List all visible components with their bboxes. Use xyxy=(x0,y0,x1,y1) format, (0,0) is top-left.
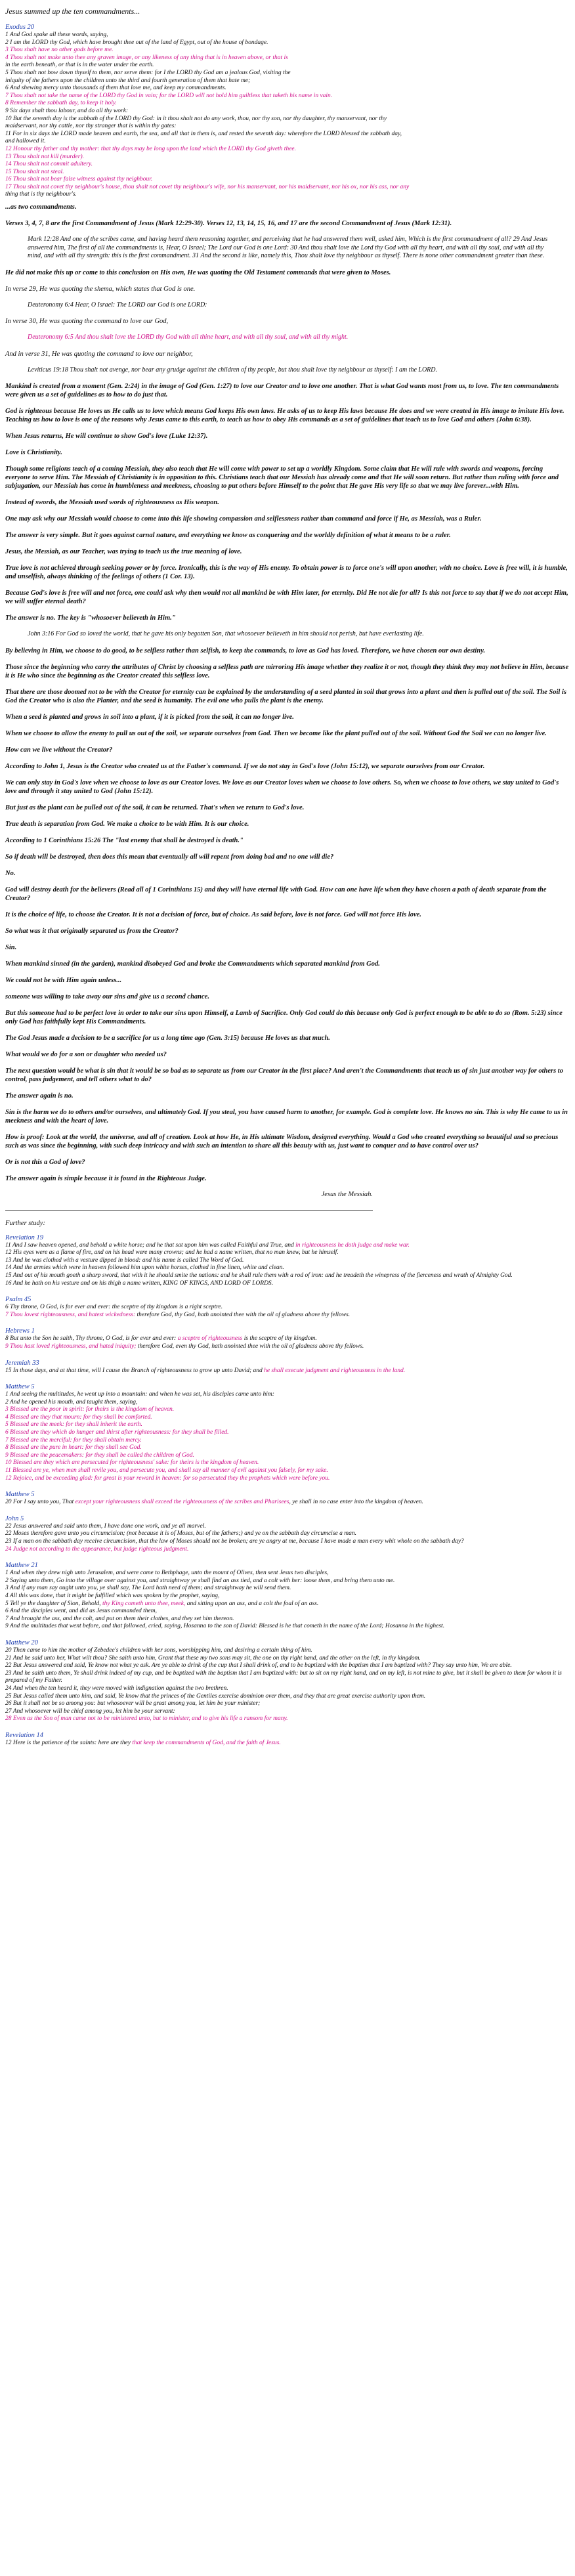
study-heading[interactable]: Hebrews 1 xyxy=(5,1327,35,1335)
verse-segment: 24 And when the ten heard it, they were moved with indignation against the two brethren. xyxy=(5,1685,228,1692)
paragraph: Love is Christianity. xyxy=(5,449,62,457)
exodus-verse: iniquity of the fathers upon the children unto the third and fourth generation of them that hate me; xyxy=(5,77,251,84)
verse-segment: 15 In those days, and at that time, will I cause the Branch of righteousness to grow up unto David; and xyxy=(5,1367,265,1374)
exodus-verse: 10 But the seventh day is the sabbath of the LORD thy God: in it thou shalt not do any work, thou, nor thy son, nor thy daughter, thy manservant, nor thy xyxy=(5,115,387,122)
study-verse xyxy=(5,1616,570,1623)
paragraph: The answer is very simple. But it goes against carnal nature, and everything we know as conquering and the worldly definition of what it means to be a ruler. xyxy=(5,532,451,540)
paragraph: God will destroy death for the believers (Read all of 1 Corinthians 15) and they will have eternal life with God. How can one have life when they have chosen a path of death separate from the Creator? xyxy=(5,886,547,902)
paragraph: We can only stay in God's love when we choose to love as our Creator loves. We love as our Creator loves when we choose to love others. So, when we choose to love others, we stay united to God's love and through it stay united to God (John 15:12). xyxy=(5,779,559,795)
verse-segment: 6 And the disciples went, and did as Jesus commanded them, xyxy=(5,1608,157,1615)
study-verse xyxy=(5,1406,570,1414)
study-verses xyxy=(5,1499,570,1507)
paragraph: When a seed is planted and grows in soil into a plant, if it is picked from the soil, it can no longer live. xyxy=(5,713,294,721)
paragraph: Sin is the harm we do to others and/or ourselves, and ultimately God. If you steal, you have caused harm to another, for example. God is complete love. He knows no sin. This is why He came to us in meekness and with the heart of love. xyxy=(5,1108,568,1125)
paragraph: No. xyxy=(5,869,16,877)
paragraph: God is righteous because He loves us He calls us to love which means God keeps His own laws. He asks of us to keep His laws because He does and we were created in His image to imitate His love. Teaching us how to love is one of the reasons why Jesus came to this earth, to teach us how to obey His commands as a set of guidelines that teach us to love God and others (John 6:38). xyxy=(5,408,564,424)
paragraph: How can we live without the Creator? xyxy=(5,746,113,754)
study-heading[interactable]: John 5 xyxy=(5,1514,24,1522)
verse-segment: 7 Blessed are the merciful: for they shall obtain mercy. xyxy=(5,1436,142,1444)
study-heading[interactable]: Jeremiah 33 xyxy=(5,1359,39,1367)
verse-segment: 8 Blessed are the pure in heart: for they shall see God. xyxy=(5,1444,142,1451)
mark-quote: Mark 12:28 And one of the scribes came, and having heard them reasoning together, and perceiving that he had answered them well, asked him, Which is the first commandment of all? 29 And Jesus answered him, The first of all the commandments is, Hear, O Israel; The Lord our God is one Lord: 30 And thou shalt love the Lord thy God with all thy heart, and with all thy soul, and with all thy mind, and with all thy strength: this is the first commandment. 31 And the second is like, namely this, Thou shalt love thy neighbour as thyself. There is none other commandment greater than these. xyxy=(28,236,548,260)
verse-segment: thy King cometh unto thee, meek, xyxy=(102,1600,186,1607)
two-commandments-line: ...as two commandments. xyxy=(5,204,77,211)
study-verses xyxy=(5,1391,570,1482)
exodus-verse: thing that is thy neighbour's. xyxy=(5,191,77,198)
study-heading[interactable]: Revelation 14 xyxy=(5,1731,44,1739)
study-verse xyxy=(5,1343,570,1351)
exodus-verse: 9 Six days shalt thou labour, and do all thy work: xyxy=(5,107,129,114)
study-verses xyxy=(5,1523,570,1553)
study-verse xyxy=(5,1264,570,1272)
verse-segment: he shall execute judgment and righteousness in the land. xyxy=(264,1367,406,1374)
study-verse xyxy=(5,1272,570,1280)
exodus-verse: 11 For in six days the LORD made heaven and earth, the sea, and all that in them is, and rested the seventh day: wherefore the LORD blessed the sabbath day, xyxy=(5,130,402,137)
intro-line: Jesus summed up the ten commandments... xyxy=(5,7,140,16)
verse-segment: 3 Blessed are the poor in spirit: for theirs is the kingdom of heaven. xyxy=(5,1406,175,1413)
further-study-label: Further study: xyxy=(5,1219,45,1227)
exodus-verse: 13 Thou shalt not kill (murder). xyxy=(5,153,84,160)
verse-segment: 15 And out of his mouth goeth a sharp sword, that with it he should smite the nations: and he shall rule them with a rod of iron: and he treadeth the winepress of the fierceness and wrath of Almighty God. xyxy=(5,1272,513,1279)
verse-segment: 11 And I saw heaven opened, and behold a white horse; and he that sat upon him was called Faithful and True, and xyxy=(5,1241,296,1249)
study-verse xyxy=(5,1647,570,1655)
paragraph: We could not be with Him again unless... xyxy=(5,976,122,984)
paragraph: But just as the plant can be pulled out of the soil, it can be returned. That's when we return to God's love. xyxy=(5,804,305,811)
verse-segment: 2 And he opened his mouth, and taught them, saying, xyxy=(5,1398,138,1406)
paragraph: One may ask why our Messiah would choose to come into this life showing compassion and selflessness rather than command and force if He, as Messiah, was a Ruler. xyxy=(5,515,482,523)
verse-segment: 16 And he hath on his vesture and on his thigh a name written, KING OF KINGS, AND LORD OF LORDS. xyxy=(5,1279,274,1287)
exodus-verse: maidservant, nor thy cattle, nor thy stranger that is within thy gates: xyxy=(5,123,177,130)
signature: Jesus the Messiah. xyxy=(321,1190,373,1198)
study-verse xyxy=(5,1414,570,1422)
paragraph: The God Jesus made a decision to be a sacrifice for us a long time ago (Gen. 3:15) because He loves us that much. xyxy=(5,1034,330,1042)
verse-segment: 1 And seeing the multitudes, he went up into a mountain: and when he was set, his disciples came unto him: xyxy=(5,1391,274,1398)
study-verses xyxy=(5,1367,570,1375)
verse-segment: a sceptre of righteousness xyxy=(177,1335,243,1342)
paragraph: According to 1 Corinthians 15:26 The "last enemy that shall be destroyed is death." xyxy=(5,836,244,844)
exodus-verse: 2 I am the LORD thy God, which have brought thee out of the land of Egypt, out of the house of bondage. xyxy=(5,39,268,46)
study-heading[interactable]: Matthew 5 xyxy=(5,1383,35,1391)
verse-segment: 21 And he said unto her, What wilt thou? She saith unto him, Grant that these my two sons may sit, the one on thy right hand, and the other on the left, in thy kingdom. xyxy=(5,1654,421,1662)
study-verse xyxy=(5,1662,570,1670)
exodus-verse: 17 Thou shalt not covet thy neighbour's house, thou shalt not covet thy neighbour's wife, nor his manservant, nor his maidservant, nor his ox, nor his ass, nor any xyxy=(5,183,410,190)
study-verse xyxy=(5,1578,570,1585)
verse-segment: 1 And when they drew nigh unto Jerusalem, and were come to Bethphage, unto the mount of Olives, then sent Jesus two disciples, xyxy=(5,1570,329,1577)
study-verse xyxy=(5,1740,570,1748)
exodus-verse: 8 Remember the sabbath day, to keep it holy. xyxy=(5,100,117,107)
verse-segment: 10 Blessed are they which are persecuted for righteousness' sake: for theirs is the kingdom of heaven. xyxy=(5,1459,259,1467)
verse-segment: 12 His eyes were as a flame of fire, and on his head were many crowns; and he had a name written, that no man knew, but he himself. xyxy=(5,1249,339,1256)
paragraph: The answer is no. The key is "whosoever believeth in Him." xyxy=(5,614,176,622)
deut1-intro: In verse 29, He was quoting the shema, which states that God is one. xyxy=(5,285,196,293)
paragraph: That there are those doomed not to be with the Creator for eternity can be explained by the understanding of a seed planted in soil that grows into a plant and then is pulled out of the soil. The Soil is God the Creator who is also the Planter, and the seed is humanity. The evil one who pulls the plant is the enemy. xyxy=(5,688,566,704)
paragraph: Because God's love is free will and not force, one could ask why then would not all mankind be with Him later, for eternity. Did He not die for all? Is this not force to say that if we do not accept Him, we will suffer eternal death? xyxy=(5,590,568,606)
study-verse xyxy=(5,1608,570,1616)
verse-segment: that keep the commandments of God, and the faith of Jesus. xyxy=(132,1739,281,1746)
verse-segment: 3 And if any man say ought unto you, ye shall say, The Lord hath need of them; and straightway he will send them. xyxy=(5,1585,291,1592)
lev-quote: Leviticus 19:18 Thou shalt not avenge, nor bear any grudge against the children of thy people, but thou shalt love thy neighbour as thyself: I am the LORD. xyxy=(28,366,437,374)
verse-segment: 20 For I say unto you, That xyxy=(5,1499,75,1506)
study-verse xyxy=(5,1538,570,1546)
study-verse xyxy=(5,1367,570,1375)
further-study-list xyxy=(5,1234,570,1751)
study-heading[interactable]: Matthew 5 xyxy=(5,1491,35,1499)
study-verse xyxy=(5,1693,570,1701)
paragraph: Sin. xyxy=(5,943,17,951)
study-verse xyxy=(5,1499,570,1507)
paragraph: Or is not this a God of love? xyxy=(5,1158,85,1166)
paragraph: When mankind sinned (in the garden), mankind disobeyed God and broke the Commandments which separated mankind from God. xyxy=(5,960,380,968)
paragraph: What would we do for a son or daughter who needed us? xyxy=(5,1050,167,1058)
study-verse xyxy=(5,1655,570,1663)
deut2-intro: In verse 30, He was quoting the command to love our God, xyxy=(5,318,169,326)
verse-segment: 4 All this was done, that it might be fulfilled which was spoken by the prophet, saying, xyxy=(5,1592,220,1599)
study-verse xyxy=(5,1421,570,1429)
verse-segment: and sitting upon an ass, and a colt the foal of an ass. xyxy=(185,1600,319,1607)
verse-segment: 6 Blessed are they which do hunger and thirst after righteousness: for they shall be filled. xyxy=(5,1429,229,1436)
study-verse xyxy=(5,1444,570,1452)
verse-segment: 20 Then came to him the mother of Zebedee's children with her sons, worshipping him, and desiring a certain thing of him. xyxy=(5,1646,312,1654)
lev-intro: And in verse 31, He was quoting the command to love our neighbor, xyxy=(5,350,193,358)
verse-segment: 5 Blessed are the meek: for they shall inherit the earth. xyxy=(5,1421,142,1428)
exodus-verse: 14 Thou shalt not commit adultery. xyxy=(5,161,93,168)
study-verse xyxy=(5,1475,570,1483)
verse-segment: 11 Blessed are ye, when men shall revile you, and persecute you, and shall say all manner of evil against you falsely, for my sake. xyxy=(5,1467,328,1474)
verse-segment: in righteousness he doth judge and make war. xyxy=(295,1241,410,1249)
paragraphs-b xyxy=(5,647,570,1183)
verse-segment: therefore God, even thy God, hath anointed thee with the oil of gladness above thy fellows. xyxy=(137,1342,364,1350)
study-verse xyxy=(5,1459,570,1467)
study-verses xyxy=(5,1304,570,1319)
study-verse xyxy=(5,1335,570,1343)
verse-segment: 26 But it shall not be so among you: but whosoever will be great among you, let him be your minister; xyxy=(5,1700,261,1707)
verse-segment: 22 But Jesus answered and said, Ye know not what ye ask. Are ye able to drink of the cup that I shall drink of, and to be baptized with the baptism that I am baptized with? They say unto him, We are able. xyxy=(5,1662,512,1669)
study-verse xyxy=(5,1312,570,1320)
study-verse xyxy=(5,1700,570,1708)
paragraph: When Jesus returns, He will continue to show God's love (Luke 12:37). xyxy=(5,433,208,440)
exodus-verse: 4 Thou shalt not make unto thee any graven image, or any likeness of any thing that is in heaven above, or that is xyxy=(5,54,288,61)
exodus-verse: 12 Honour thy father and thy mother: that thy days may be long upon the land which the LORD thy God giveth thee. xyxy=(5,145,296,152)
study-verses xyxy=(5,1242,570,1288)
verse-segment: except your righteousness shall exceed the righteousness of the scribes and Pharisees xyxy=(75,1499,289,1506)
separator xyxy=(5,1210,373,1211)
study-verse xyxy=(5,1546,570,1554)
verse-segment: 4 Blessed are they that mourn: for they shall be comforted. xyxy=(5,1413,152,1421)
paragraph: The next question would be what is sin that it would be so bad as to separate us from our Creator in the first place? And aren't the Commandments that teach us of sin just another way for others to control, pass judgement, and tell others what to do? xyxy=(5,1067,563,1083)
study-verse xyxy=(5,1242,570,1250)
verse-segment: 25 But Jesus called them unto him, and said, Ye know that the princes of the Gentiles exercise dominion over them, and they that are great exercise authority upon them. xyxy=(5,1692,426,1700)
study-heading[interactable]: Psalm 45 xyxy=(5,1296,32,1304)
study-verse xyxy=(5,1593,570,1600)
exodus-verse: 3 Thou shalt have no other gods before me. xyxy=(5,47,114,54)
study-verse xyxy=(5,1600,570,1608)
study-verse xyxy=(5,1467,570,1475)
exodus-verse: and hallowed it. xyxy=(5,138,46,145)
paragraph: So if death will be destroyed, then does this mean that eventually all will repent from doing bad and no one will die? xyxy=(5,853,334,861)
verse-segment: 27 And whosoever will be chief among you, let him be your servant: xyxy=(5,1707,175,1715)
study-verse xyxy=(5,1280,570,1288)
verse-segment: 6 Thy throne, O God, is for ever and ever: the sceptre of thy kingdom is a right sceptre. xyxy=(5,1304,223,1311)
study-verse xyxy=(5,1570,570,1578)
study-heading[interactable]: Matthew 20 xyxy=(5,1639,38,1646)
verses-note: Verses 3, 4, 7, 8 are the first Commandment of Jesus (Mark 12:29-30). Verses 12, 13, 14, 15, 16, and 17 are the second Commandment of Jesus (Mark 12:31). xyxy=(5,220,452,228)
paragraph: It is the choice of life, to choose the Creator. It is not a decision of force, but of choice. As said before, love is not force. God will not force His love. xyxy=(5,911,421,918)
study-verse xyxy=(5,1437,570,1445)
paragraph: Though some religions teach of a coming Messiah, they also teach that He will come with power to set up a worldly Kingdom. Some claim that He will rule with swords and weapons, forcing everyone to serve Him. The Messiah of Christianity is in opposition to this. Christians teach that our Messiah has already come and that He will soon return. But rather than ruling with force and subjugation, our Messiah has come in humbleness and meekness, choosing to put others before Himself to the point that He gave His very life so that we may live forever...with Him. xyxy=(5,465,559,490)
paragraph: True love is not achieved through seeking power or by force. Ironically, this is the way of His enemy. To obtain power is to force one's will upon another, with no choice. Love is free will, it is humble, and unselfish, always thinking of the feelings of others (1 Cor. 13). xyxy=(5,565,568,581)
study-verse xyxy=(5,1708,570,1716)
study-verse xyxy=(5,1623,570,1631)
verse-segment: is the sceptre of thy kingdom. xyxy=(242,1335,317,1342)
study-verse xyxy=(5,1670,570,1685)
verse-segment: , ye shall in no case enter into the kingdom of heaven. xyxy=(289,1499,423,1506)
verse-segment: 22 Jesus answered and said unto them, I have done one work, and ye all marvel. xyxy=(5,1522,206,1530)
study-verse xyxy=(5,1249,570,1257)
study-verse xyxy=(5,1452,570,1460)
verse-segment: for so persecuted they the prophets which were before you. xyxy=(183,1474,330,1482)
exodus-verse: 7 Thou shalt not take the name of the LORD thy God in vain; for the LORD will not hold him guiltless that taketh his name in vain. xyxy=(5,92,333,99)
verse-segment: 12 Rejoice, and be exceeding glad: for great is your reward in heaven: xyxy=(5,1474,184,1482)
exodus-verses xyxy=(5,32,570,199)
verse-segment: therefore God, thy God, hath anointed thee with the oil of gladness above thy fellows. xyxy=(137,1311,351,1318)
study-verses xyxy=(5,1570,570,1631)
paragraph: Mankind is created from a moment (Gen. 2:24) in the image of God (Gen. 1:27) to love our Creator and to love one another. That is what God wants most from us, to love. The ten commandments were given us a set of guidelines as to how to do just that. xyxy=(5,383,559,399)
paragraph: But this someone had to be perfect love in order to take our sins upon Himself, a Lamb of Sacrifice. Only God could do this because only God is perfect enough to be able to do so (Rom. 5:23) since only God has faithfully kept His Commandments. xyxy=(5,1009,563,1025)
deut2-quote: Deuteronomy 6:5 And thou shalt love the LORD thy God with all thine heart, and with all thy soul, and with all thy might. xyxy=(28,333,349,341)
study-verse xyxy=(5,1585,570,1593)
exodus-verse: in the earth beneath, or that is in the water under the earth. xyxy=(5,62,154,69)
paragraph: Jesus, the Messiah, as our Teacher, was trying to teach us the true meaning of love. xyxy=(5,548,242,556)
study-verse xyxy=(5,1391,570,1399)
verse-segment: 7 And brought the ass, and the colt, and put on them their clothes, and they set him thereon. xyxy=(5,1615,234,1622)
paragraphs-a xyxy=(5,382,570,622)
john-quote: John 3:16 For God so loved the world, that he gave his only begotten Son, that whosoever believeth in him should not perish, but have everlasting life. xyxy=(28,630,424,638)
paragraph: Those since the beginning who carry the attributes of Christ by choosing a selfless path are mirroring His image whether they realize it or not, though they think they may not believe in Him, because it is He who since the beginning as the Creator created this selfless love. xyxy=(5,663,569,679)
paragraph: someone was willing to take away our sins and give us a second chance. xyxy=(5,993,209,1000)
quoting-paragraph: He did not make this up or come to this conclusion on His own, He was quoting the Old Testament commands that were given to Moses. xyxy=(5,268,391,276)
exodus-verse: 6 And shewing mercy unto thousands of them that love me, and keep my commandments. xyxy=(5,85,226,92)
verse-segment: 23 And he saith unto them, Ye shall drink indeed of my cup, and be baptized with the baptism that I am baptized with: but to sit on my right hand, and on my left, is not mine to give, but it shall be given to them for whom it is prepared of my Father. xyxy=(5,1669,562,1685)
study-verse xyxy=(5,1399,570,1407)
verse-segment: 24 Judge not according to the appearance, but judge righteous judgment. xyxy=(5,1545,189,1553)
study-heading[interactable]: Revelation 19 xyxy=(5,1234,44,1241)
study-verse xyxy=(5,1530,570,1538)
study-verse xyxy=(5,1685,570,1693)
verse-segment: 5 Tell ye the daughter of Sion, Behold, xyxy=(5,1600,102,1607)
study-verses xyxy=(5,1335,570,1350)
deut1-quote: Deuteronomy 6:4 Hear, O Israel: The LORD our God is one LORD: xyxy=(28,301,207,309)
paragraph: When we choose to allow the enemy to pull us out of the soil, we separate ourselves from God. Then we become like the plant pulled out of the soil. Without God the Soil we can no longer live. xyxy=(5,729,547,737)
exodus-heading[interactable]: Exodus 20 xyxy=(5,24,35,31)
verse-segment: and to give his life a ransom for many. xyxy=(192,1715,288,1723)
paragraph: Instead of swords, the Messiah used words of righteousness as His weapon. xyxy=(5,499,219,507)
exodus-verse: 1 And God spake all these words, saying, xyxy=(5,32,108,38)
exodus-verse: 16 Thou shalt not bear false witness against thy neighbour. xyxy=(5,176,153,183)
verse-segment: 23 If a man on the sabbath day receive circumcision, that the law of Moses should not be broken; are ye angry at me, because I have made a man every whit whole on the sabbath day? xyxy=(5,1538,464,1545)
paragraph: According to John 1, Jesus is the Creator who created us at the Father's command. If we do not stay in God's love (John 15:12), we separate ourselves from our Creator. xyxy=(5,762,485,770)
paragraph: The answer again is no. xyxy=(5,1092,74,1100)
verse-segment: 13 And he was clothed with a vesture dipped in blood: and his name is called The Word of God. xyxy=(5,1256,244,1264)
verse-segment: 14 And the armies which were in heaven followed him upon white horses, clothed in fine linen, white and clean. xyxy=(5,1264,284,1272)
paragraph: So what was it that originally separated us from the Creator? xyxy=(5,927,179,935)
study-verse xyxy=(5,1523,570,1531)
verse-segment: 9 And the multitudes that went before, and that followed, cried, saying, Hosanna to the son of David: Blessed is he that cometh in the name of the Lord; Hosanna in the highest. xyxy=(5,1623,445,1630)
study-heading[interactable]: Matthew 21 xyxy=(5,1562,38,1570)
study-verse xyxy=(5,1429,570,1437)
study-verse xyxy=(5,1257,570,1265)
study-verse xyxy=(5,1304,570,1312)
verse-segment: 9 Blessed are the peacemakers: for they shall be called the children of God. xyxy=(5,1451,194,1459)
paragraph: True death is separation from God. We make a choice to be with Him. It is our choice. xyxy=(5,820,249,828)
study-verses xyxy=(5,1647,570,1723)
verse-segment: 8 But unto the Son he saith, Thy throne, O God, is for ever and ever: xyxy=(5,1335,178,1342)
verse-segment: 7 Thou lovest righteousness, and hatest wickedness: xyxy=(5,1311,137,1318)
verse-segment: 28 Even as the Son of man came not to be ministered unto, but to minister, xyxy=(5,1715,192,1723)
study-verses xyxy=(5,1740,570,1748)
study-verse xyxy=(5,1715,570,1723)
verse-segment: 2 Saying unto them, Go into the village over against you, and straightway ye shall find an ass tied, and a colt with her: loose them, and bring them unto me. xyxy=(5,1577,395,1584)
verse-segment: 9 Thou hast loved righteousness, and hated iniquity; xyxy=(5,1342,138,1350)
verse-segment: 12 Here is the patience of the saints: here are they xyxy=(5,1739,133,1746)
paragraph: By believing in Him, we choose to do good, to be selfless rather than selfish, to keep the commands, to love as God has loved. Therefore, we have chosen our own destiny. xyxy=(5,647,486,655)
paragraph: How is proof: Look at the world, the universe, and all of creation. Look at how He, in His ultimate Wisdom, designed everything. Would a God who created everything so beautiful and so precious such as was since the beginning, with such deep intricacy and with such an intention to share all this beauty with us, just want to conquer and to have control over us? xyxy=(5,1133,559,1149)
exodus-verse: 15 Thou shalt not steal. xyxy=(5,168,64,175)
exodus-verse: 5 Thou shalt not bow down thyself to them, nor serve them: for I the LORD thy God am a jealous God, visiting the xyxy=(5,69,291,76)
verse-segment: 22 Moses therefore gave unto you circumcision; (not because it is of Moses, but of the fathers;) and ye on the sabbath day circumcise a man. xyxy=(5,1530,356,1537)
paragraph: The answer again is simple because it is found in the Righteous Judge. xyxy=(5,1174,207,1182)
